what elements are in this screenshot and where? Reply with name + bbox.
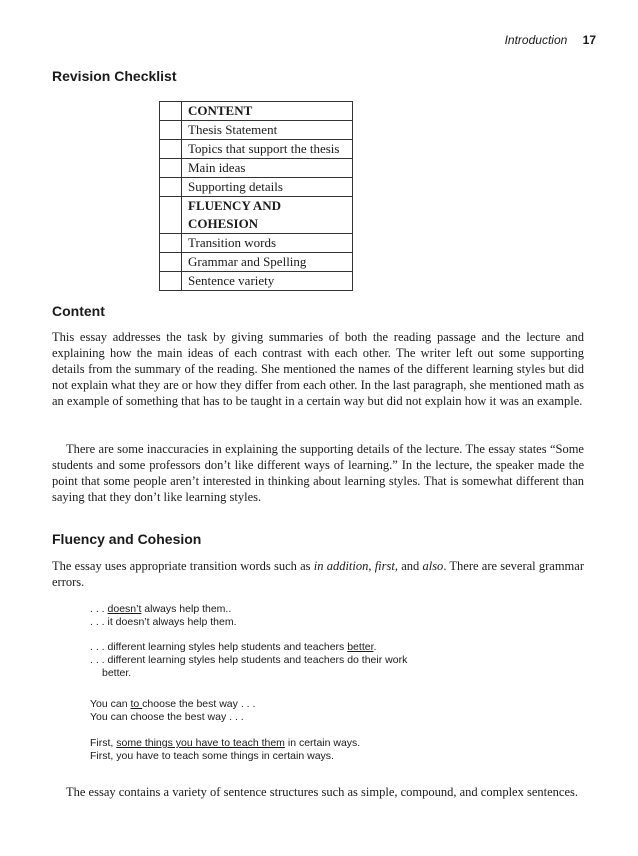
correction-line: . . . different learning styles help students and teachers do their work xyxy=(90,654,408,666)
revision-checklist-heading: Revision Checklist xyxy=(52,68,177,84)
checklist-row xyxy=(160,102,353,121)
checkbox-cell[interactable] xyxy=(160,178,182,197)
content-paragraph-2 xyxy=(52,441,584,505)
correction-line: You can choose the best way . . . xyxy=(90,711,244,723)
checklist-item-label: Grammar and Spelling xyxy=(182,253,353,272)
error-highlight: better xyxy=(347,641,374,653)
checkbox-cell[interactable] xyxy=(160,102,182,121)
fluency-intro-end: . There are several grammar errors. xyxy=(52,559,584,589)
checklist-row xyxy=(160,140,353,159)
checklist-row xyxy=(160,159,353,178)
checklist-item-label: FLUENCY AND COHESION xyxy=(182,197,353,234)
correction-line: . . . it doesn’t always help them. xyxy=(90,616,237,628)
revision-checklist-table xyxy=(159,101,353,291)
checklist-item-label: Topics that support the thesis xyxy=(182,140,353,159)
checklist-row xyxy=(160,272,353,291)
checklist-item-label: Supporting details xyxy=(182,178,353,197)
checklist-row xyxy=(160,197,353,234)
error-line: . . . different learning styles help students and teachers better. xyxy=(90,641,377,653)
running-head-title: Introduction xyxy=(504,33,568,47)
page-number: 17 xyxy=(582,33,596,47)
checklist-row xyxy=(160,121,353,140)
transition-term-also: also xyxy=(422,559,444,573)
running-head xyxy=(505,33,596,47)
fluency-intro-and: and xyxy=(397,559,423,573)
grammar-example-3 xyxy=(90,698,490,724)
checklist-item-label: Main ideas xyxy=(182,159,353,178)
checkbox-cell[interactable] xyxy=(160,234,182,253)
content-heading: Content xyxy=(52,303,105,319)
error-line: . . . doesn’t always help them.. xyxy=(90,603,232,615)
fluency-intro-text: The essay uses appropriate transition words such as xyxy=(52,559,314,573)
checkbox-cell[interactable] xyxy=(160,121,182,140)
checklist-row xyxy=(160,178,353,197)
checkbox-cell[interactable] xyxy=(160,272,182,291)
correction-line-continued: better. xyxy=(102,667,132,679)
error-highlight: some things you have to teach them xyxy=(116,737,285,749)
error-highlight: to xyxy=(130,698,143,710)
checkbox-cell[interactable] xyxy=(160,140,182,159)
grammar-example-2 xyxy=(90,641,490,680)
checklist-row xyxy=(160,234,353,253)
error-line: First, some things you have to teach them in certain ways. xyxy=(90,737,361,749)
correction-line: First, you have to teach some things in certain ways. xyxy=(90,750,334,762)
checklist-row xyxy=(160,253,353,272)
content-paragraph-2-text: There are some inaccuracies in explaining the supporting details of the lecture. The essay states “Some students and some professors don’t like different ways of learning.” In the lecture, the speaker made the point that some people aren’t interested in thinking about learning styles. That is somewhat different than saying that they don’t like learning styles. xyxy=(52,442,584,504)
checklist-item-label: Transition words xyxy=(182,234,353,253)
closing-paragraph xyxy=(52,784,584,800)
transition-terms: in addition, first, xyxy=(313,559,398,573)
checkbox-cell[interactable] xyxy=(160,159,182,178)
fluency-heading: Fluency and Cohesion xyxy=(52,531,202,547)
checkbox-cell[interactable] xyxy=(160,253,182,272)
checklist-item-label: Thesis Statement xyxy=(182,121,353,140)
checklist-item-label: CONTENT xyxy=(182,102,353,121)
checklist-item-label: Sentence variety xyxy=(182,272,353,291)
error-highlight: doesn’t xyxy=(107,603,142,615)
checkbox-cell[interactable] xyxy=(160,197,182,234)
closing-paragraph-text: The essay contains a variety of sentence structures such as simple, compound, and complex sentences. xyxy=(66,785,578,799)
content-paragraph-1: This essay addresses the task by giving summaries of both the reading passage and the lecture and explaining how the main ideas of each contrast with each other. The writer left out some supporting details from the summary of the reading. She mentioned the names of the different learning styles but did not explain what they are or how they differ from each other. In the last paragraph, she mentioned math as an example of something that has to be taught in a certain way but did not explain how it was an example. xyxy=(52,330,584,408)
fluency-intro xyxy=(52,558,584,590)
grammar-example-1 xyxy=(90,603,490,629)
error-line: You can to choose the best way . . . xyxy=(90,698,256,710)
grammar-example-4 xyxy=(90,737,490,763)
